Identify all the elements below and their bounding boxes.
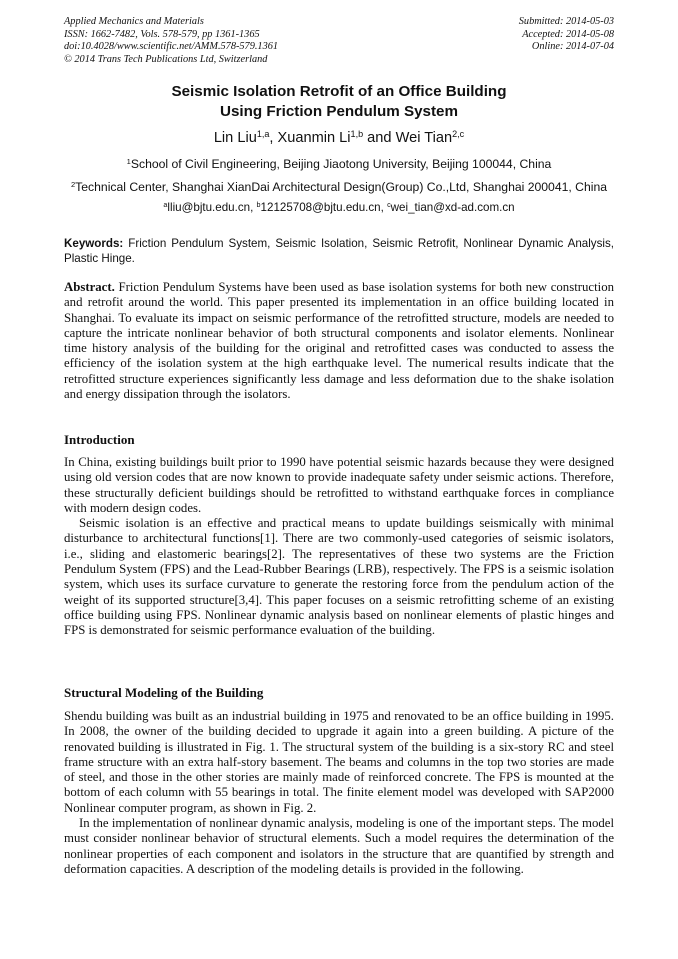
keywords-block [64,236,614,266]
journal-name: Applied Mechanics and Materials [64,16,204,27]
email-address: wei_tian@xd-ad.com.cn [390,201,515,214]
author-separator: and [363,130,396,146]
author-affiliation-mark: 1,b [350,129,364,140]
paragraph: In the implementation of nonlinear dynamic analysis, modeling is one of the important steps. The model must consider nonlinear behavior of structural elements. Such a model requires the determination of the nonlinear properties of each component and isolators in the structure that are quantified by strength and deformation capacities. A description of the modeling details is provided in the following. [64,816,614,876]
affiliation-mark: 1 [126,156,131,166]
author-name: Lin Liu [213,130,257,146]
affiliation-mark: 2 [70,179,76,189]
keywords-text: Friction Pendulum System, Seismic Isolation, Seismic Retrofit, Nonlinear Dynamic Analysis, Plastic Hinge. [64,237,614,265]
submission-dates [519,16,614,54]
paragraph: Shendu building was built as an industrial building in 1975 and renovated to be an office building in 1995. In 2008, the owner of the building decided to upgrade it again into a green building. A picture of the renovated building is illustrated in Fig. 1. The structural system of the building is a six-story RC and steel frame structure with an extra half-story basement. The beams and columns in the top two stories are made of steel, and those in the other stories are mainly made of reinforced concrete. The FPS is mounted at the bottom of each column with 55 bearings in total. The finite element model was developed with SAP2000 Nonlinear computer program, as shown in Fig. 2. [64,709,614,815]
author-name: Wei Tian [395,130,453,146]
keywords-label: Keywords: [64,237,124,250]
email-mark: a [163,200,168,210]
abstract-label: Abstract. [64,280,115,294]
introduction-heading: Introduction [64,432,135,447]
affiliation-1 [40,157,638,171]
paper-title [64,82,614,121]
journal-issn: ISSN: 1662-7482, Vols. 578-579, pp 1361-1365 [64,28,260,40]
affiliation-text: Technical Center, Shanghai XianDai Architectural Design(Group) Co.,Ltd, Shanghai 200041, China [75,180,608,194]
introduction-body [64,455,614,639]
author-affiliation-mark: 1,a [256,129,270,140]
email-mark: c [387,200,391,210]
paragraph: Seismic isolation is an effective and practical means to update buildings seismically with minimal disturbance to architectural functions[1]. There are two commonly-used categories of seismic isolators, i.e., sliding and elastomeric bearings[2]. The representatives of these two systems are the Friction Pendulum System (FPS) and the Lead-Rubber Bearings (LRB), respectively. The FPS is a seismic isolation system, which uses its surface curvature to generate the restoring force from the pendulum action of the weight of its supported structure[3,4]. This paper focuses on a seismic retrofitting scheme of an existing office building using FPS. Nonlinear dynamic analysis based on nonlinear elements of plastic hinges and FPS is demonstrated for seismic performance evaluation of the building. [64,516,614,638]
submitted-date: Submitted: 2014-05-03 [518,16,614,27]
email-mark: b [256,200,261,210]
author-list [64,130,614,146]
email-address: lliu@bjtu.edu.cn, [167,201,257,214]
online-date: Online: 2014-07-04 [531,41,614,53]
author-name: Xuanmin Li [277,130,351,146]
abstract-text: Friction Pendulum Systems have been used as base isolation systems for both new construction and retrofit around the world. This paper presented its implementation in an office building located in Shanghai. To evaluate its impact on seismic performance of the retrofitted structure, models are needed to capture the intricate nonlinear behavior of both structural components and isolator elements. Nonlinear time history analysis of the building for the original and retrofitted cases was conducted to assess the efficiency of the isolation system at the high earthquake level. The numerical results indicate that the retrofitted structure experiences significantly less damage and less deformation due to the shake isolation and energy dissipation through the isolators. [64,280,614,402]
email-address: 12125708@bjtu.edu.cn, [260,201,388,214]
structural-modeling-body [64,709,614,877]
author-affiliation-mark: 2,c [452,129,465,140]
journal-copyright: © 2014 Trans Tech Publications Ltd, Switzerland [64,53,268,65]
paragraph: In China, existing buildings built prior to 1990 have potential seismic hazards because they were designed using old version codes that are now known to provide inadequate safety under seismic actions. Therefore, these structurally deficient buildings should be retrofitted to withstand earthquake forces in compliance with modern design codes. [64,455,614,515]
abstract-block [64,280,614,402]
structural-modeling-heading: Structural Modeling of the Building [64,685,264,700]
author-emails [40,201,638,214]
affiliation-text: School of Civil Engineering, Beijing Jiaotong University, Beijing 100044, China [130,157,552,171]
journal-header [64,16,278,66]
title-line-2: Using Friction Pendulum System [220,102,458,120]
accepted-date: Accepted: 2014-05-08 [522,28,614,40]
title-line-1: Seismic Isolation Retrofit of an Office Building [171,83,507,100]
affiliation-2 [40,180,638,194]
journal-doi: doi:10.4028/www.scientific.net/AMM.578-579.1361 [64,41,279,53]
author-separator: , [269,130,278,146]
